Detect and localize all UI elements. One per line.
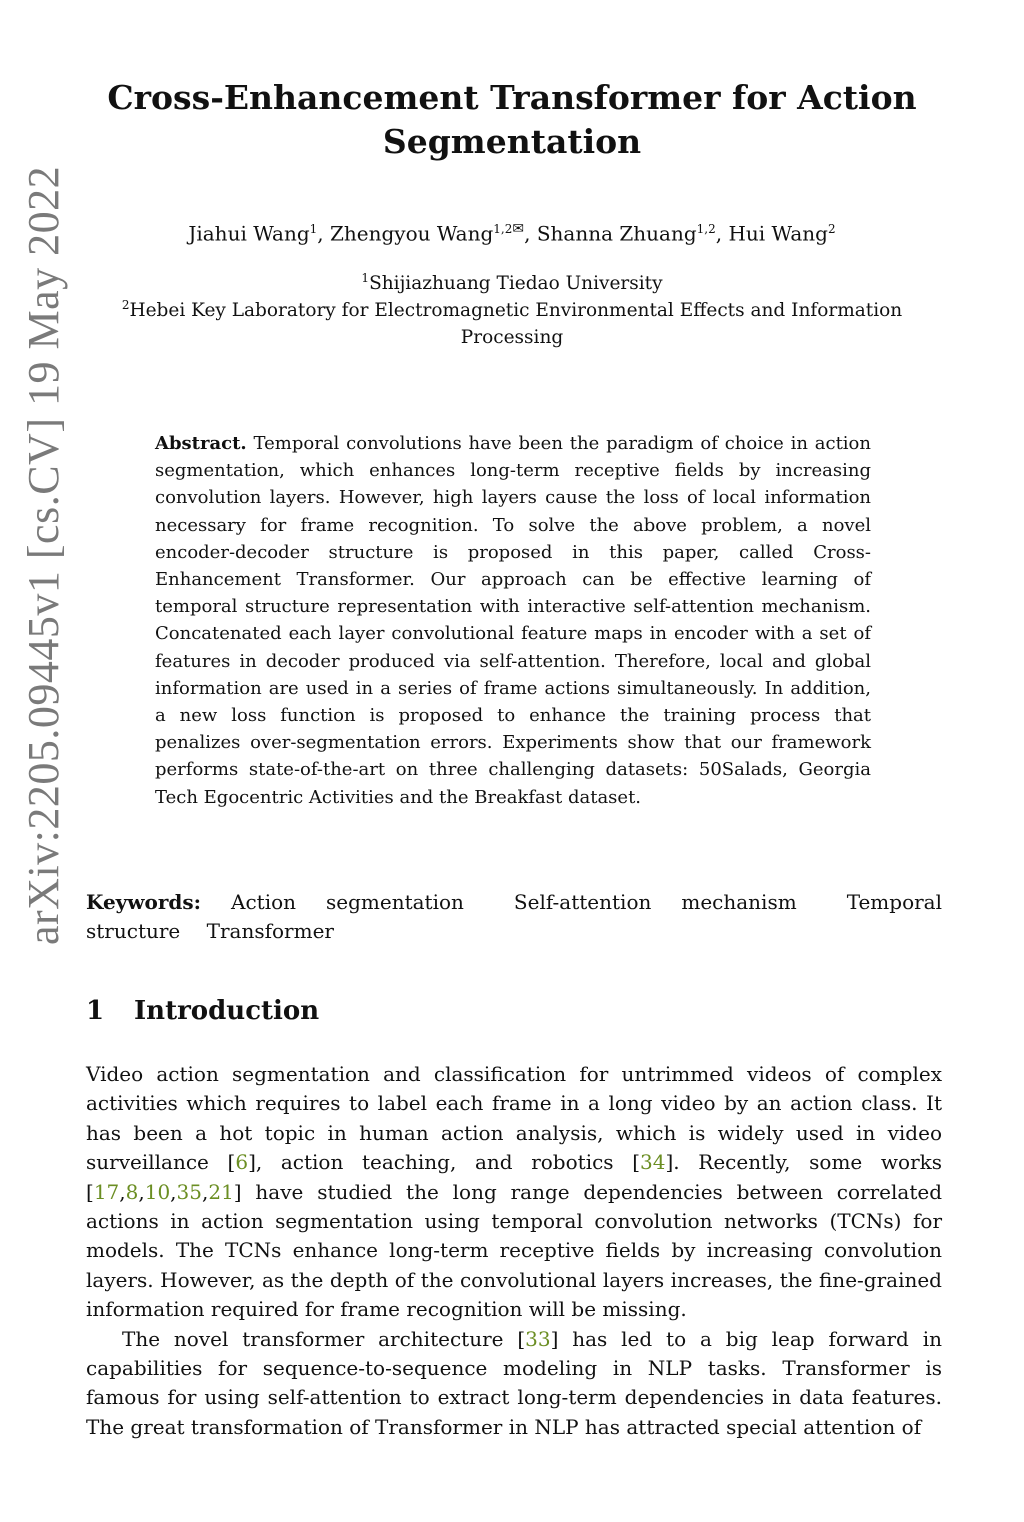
abstract — [155, 430, 871, 811]
section-number: 1 — [86, 996, 105, 1026]
author-list: Jiahui Wang$^1$, Zhengyou Wang$^{1,2✉}$, Shanna Zhuang$^{1,2}$, Hui Wang$^2$ — [188, 221, 836, 246]
keyword: Temporal structure — [86, 890, 942, 943]
author-name: Zhengyou Wang — [329, 221, 494, 246]
keywords-label: Keywords: — [86, 890, 202, 914]
keyword: Action segmentation — [231, 890, 464, 914]
abstract-label: Abstract. — [155, 433, 247, 454]
author-affil-sup: 1,2 — [493, 222, 513, 236]
citation-link[interactable]: 10 — [144, 1179, 171, 1204]
paragraph: The novel transformer architecture [33] has led to a big leap forward in capabilities for sequence-to-sequence modeling in NLP tasks. Transformer is famous for using self-attention to extract long-term dependencies in data features. The great transformation of Transformer in NLP has attracted special attention of — [86, 1326, 942, 1439]
section-title: Introduction — [134, 996, 320, 1026]
citation-link[interactable]: 34 — [640, 1150, 666, 1175]
arxiv-stamp: arXiv:2205.09445v1 [cs.CV] 19 May 2022 — [19, 165, 68, 945]
body-text — [86, 1060, 942, 1442]
author-name: Hui Wang — [728, 221, 828, 246]
keyword: Transformer — [206, 919, 334, 943]
affiliation: $^1$Shijiazhuang Tiedao University — [361, 270, 663, 294]
abstract-text: Temporal convolutions have been the paradigm of choice in action segmentation, which enhances long-term receptive fields by increasing convolution layers. However, high layers cause the loss of local information necessary for frame recognition. To solve the above problem, a novel encoder-decoder structure is proposed in this paper, called Cross-Enhancement Transformer. Our approach can be effective learning of temporal structure representation with interactive self-attention mechanism. Concatenated each layer convolutional feature maps in encoder with a set of features in decoder produced via self-attention. Therefore, local and global information are used in a series of frame actions simultaneously. In addition, a new loss function is proposed to enhance the training process that penalizes over-segmentation errors. Experiments show that our framework performs state-of-the-art on three challenging datasets: 50Salads, Georgia Tech Egocentric Activities and the Breakfast dataset. — [155, 433, 871, 808]
author-affil-sup: 2 — [828, 222, 836, 236]
author-name: Jiahui Wang — [188, 221, 310, 246]
section-heading — [86, 994, 319, 1028]
paragraph: Video action segmentation and classification for untrimmed videos of complex activities which requires to label each frame in a long video by an action class. It has been a hot topic in human action analysis, which is widely used in video surveillance [6], action teaching, and robotics [34]. Recently, some works [17,8,10,35,21] have studied the long range dependencies between correlated actions in action segmentation using temporal convolution networks (TCNs) for models. The TCNs enhance long-term receptive fields by increasing convolution layers. However, as the depth of the convolutional layers increases, the fine-grained information required for frame recognition will be missing. — [86, 1062, 943, 1322]
keywords — [86, 888, 942, 946]
author-affil-sup: 1,2 — [696, 222, 716, 236]
envelope-icon: ✉ — [512, 221, 525, 237]
author-affil-sup: 1 — [309, 222, 318, 236]
citation-link[interactable]: 6 — [235, 1150, 249, 1175]
citation-link[interactable]: 8 — [125, 1179, 139, 1204]
paper-title: Cross-Enhancement Transformer for Action Segmentation — [107, 78, 917, 161]
keyword: Self-attention mechanism — [513, 890, 797, 914]
affiliation: $^2$Hebei Key Laboratory for Electromagnetic Environmental Effects and Information Processing — [121, 297, 903, 348]
citation-link[interactable]: 17 — [93, 1179, 120, 1204]
citation-link[interactable]: 35 — [176, 1179, 202, 1204]
citation-link[interactable]: 33 — [525, 1326, 551, 1351]
affiliations — [80, 270, 944, 351]
citation-link[interactable]: 21 — [208, 1179, 234, 1204]
author-name: Shanna Zhuang — [536, 221, 697, 246]
